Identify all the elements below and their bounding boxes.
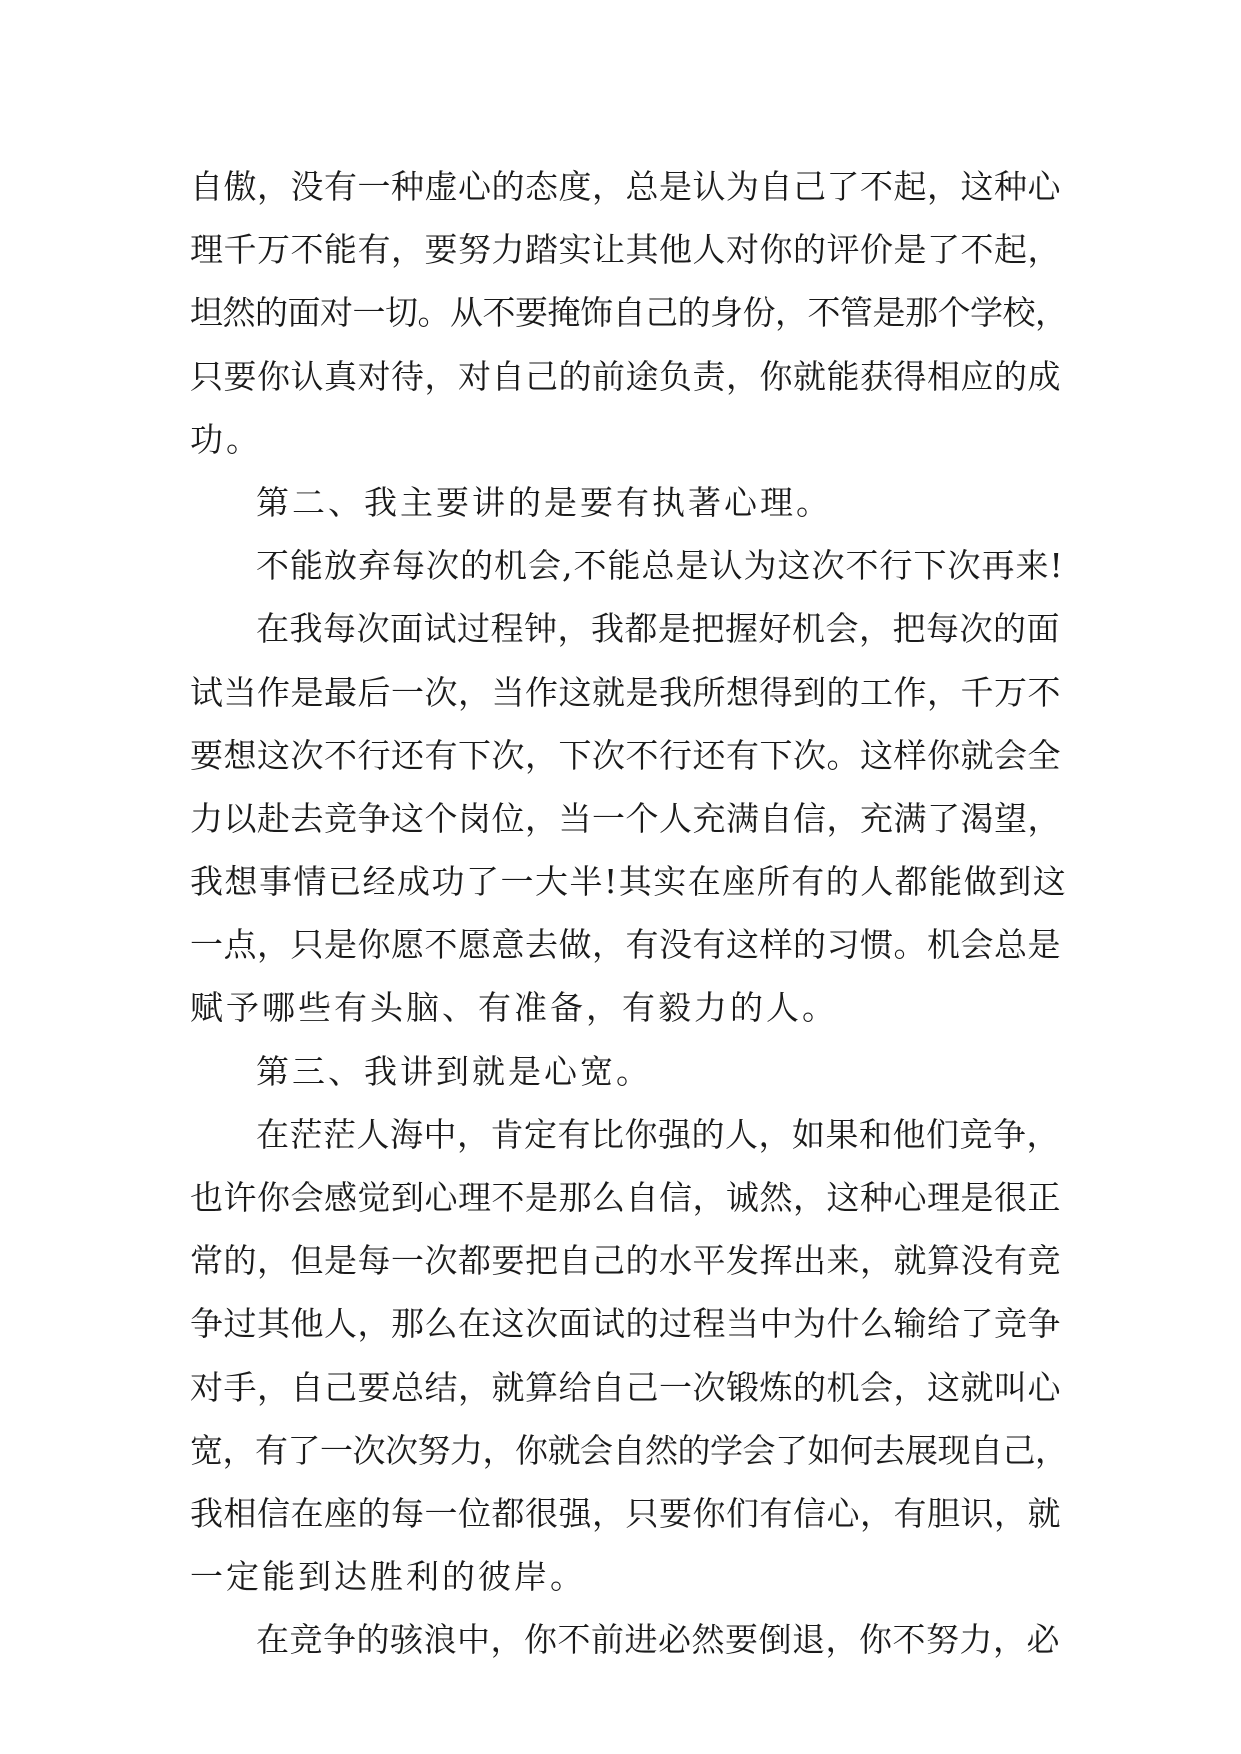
text-line: 常的，但是每一次都要把自己的水平发挥出来，就算没有竞 xyxy=(190,1241,1061,1281)
text-line: 只要你认真对待，对自己的前途负责，你就能获得相应的成 xyxy=(190,356,1061,396)
text-line: 要想这次不行还有下次，下次不行还有下次。这样你就会全 xyxy=(190,735,1061,775)
text-line: 第二、我主要讲的是要有执著心理。 xyxy=(256,482,832,522)
text-line: 赋予哪些有头脑、有准备，有毅力的人。 xyxy=(190,988,838,1028)
text-line: 在竞争的骇浪中，你不前进必然要倒退，你不努力，必 xyxy=(256,1620,1060,1660)
document-body xyxy=(190,155,1070,1672)
text-line: 试当作是最后一次，当作这就是我所想得到的工作，千万不 xyxy=(190,672,1061,712)
text-line: 也许你会感觉到心理不是那么自信，诚然，这种心理是很正 xyxy=(190,1178,1061,1217)
text-line: 我想事情已经成功了一大半!其实在座所有的人都能做到这 xyxy=(190,862,1068,902)
text-line: 坦然的面对一切。从不要掩饰自己的身份，不管是那个学校， xyxy=(190,293,1068,333)
text-line: 我相信在座的每一位都很强，只要你们有信心，有胆识，就 xyxy=(190,1493,1061,1533)
text-line: 一定能到达胜利的彼岸。 xyxy=(190,1557,586,1597)
text-line: 一点，只是你愿不愿意去做，有没有这样的习惯。机会总是 xyxy=(190,925,1061,965)
text-line: 力以赴去竞争这个岗位，当一个人充满自信，充满了渴望， xyxy=(190,798,1061,838)
text-line: 宽，有了一次次努力，你就会自然的学会了如何去展现自己， xyxy=(190,1430,1068,1470)
text-line: 第三、我讲到就是心宽。 xyxy=(256,1051,652,1091)
text-line: 在我每次面试过程钟，我都是把握好机会，把每次的面 xyxy=(256,609,1060,649)
text-line: 对手，自己要总结，就算给自己一次锻炼的机会，这就叫心 xyxy=(190,1367,1061,1407)
text-line: 自傲，没有一种虚心的态度，总是认为自己了不起，这种心 xyxy=(190,167,1061,206)
text-line: 功。 xyxy=(190,419,262,459)
text-line: 理千万不能有，要努力踏实让其他人对你的评价是了不起， xyxy=(190,230,1061,270)
text-line: 在茫茫人海中，肯定有比你强的人，如果和他们竞争， xyxy=(256,1114,1060,1154)
text-line: 争过其他人，那么在这次面试的过程当中为什么输给了竞争 xyxy=(190,1304,1061,1344)
text-line: 不能放弃每次的机会,不能总是认为这次不行下次再来! xyxy=(256,546,1064,586)
